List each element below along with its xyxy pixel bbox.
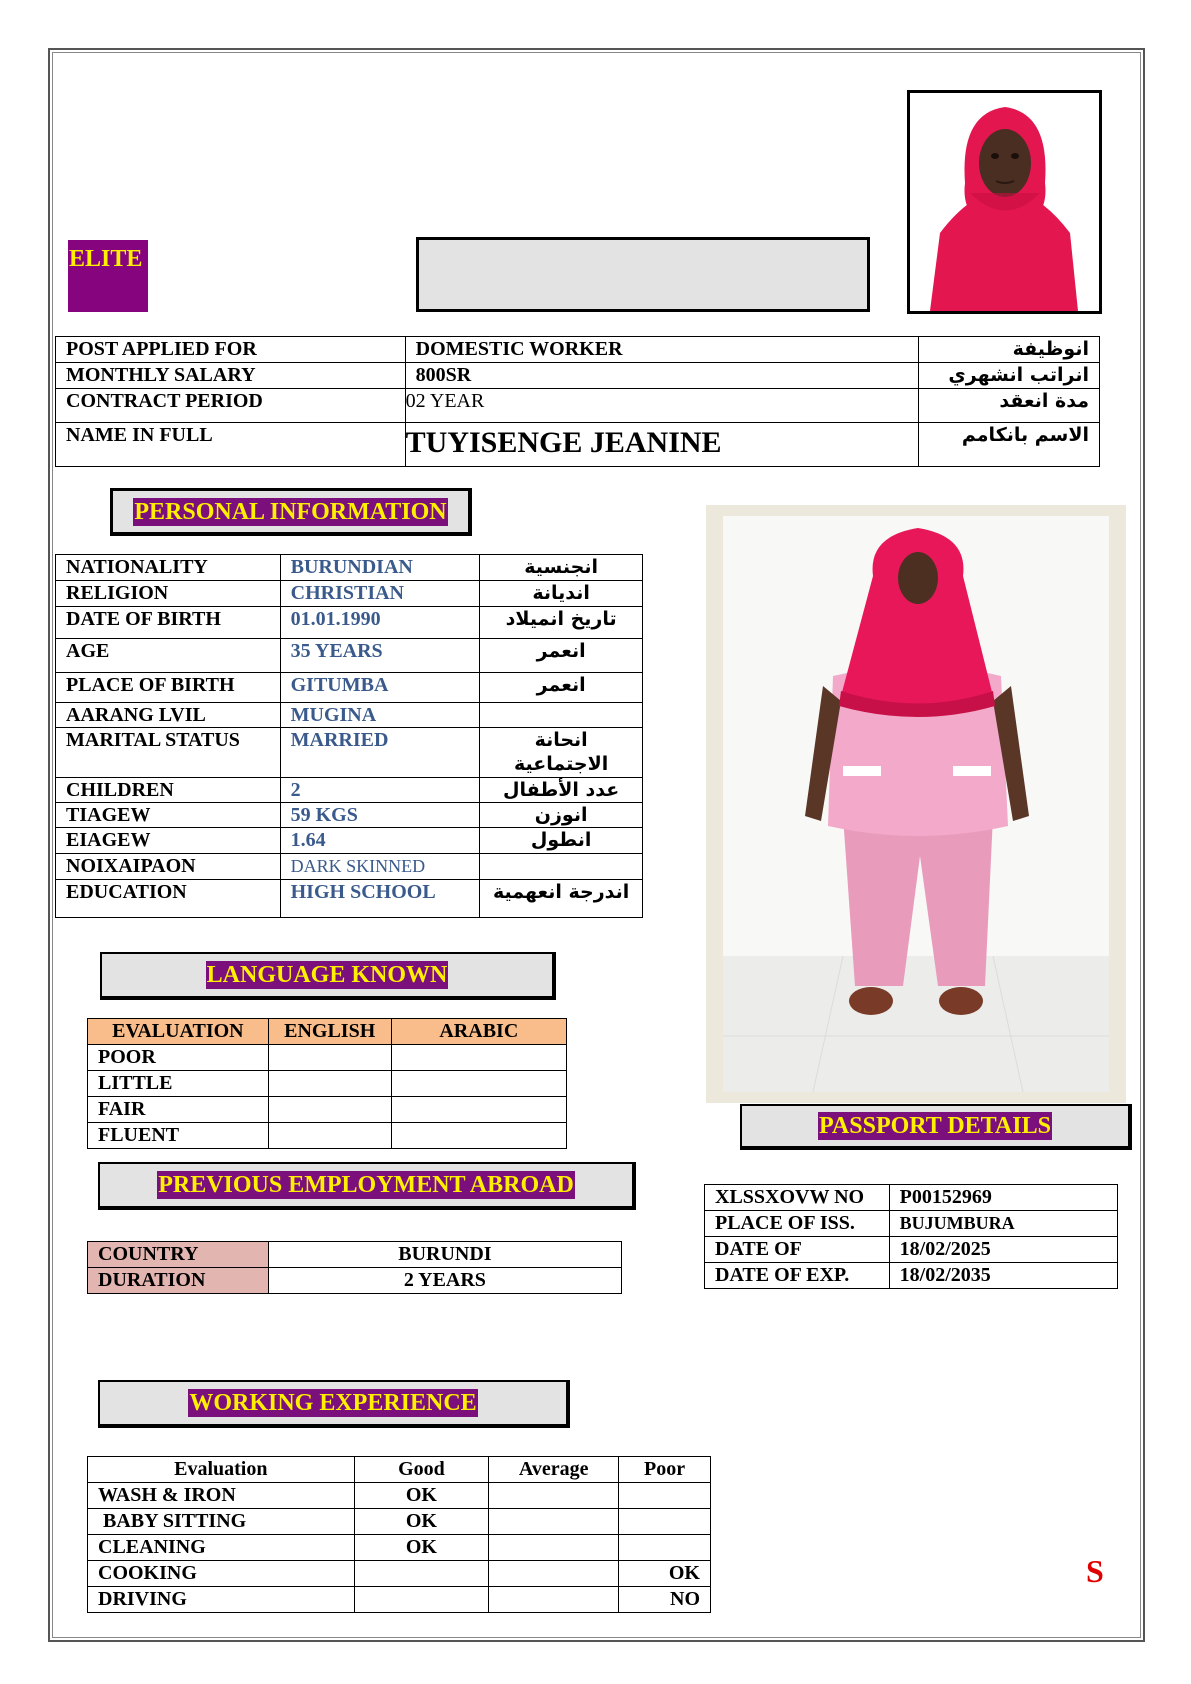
- personal-arabic: عدد الأطفال: [480, 778, 643, 803]
- personal-value: 1.64: [280, 828, 480, 854]
- name-label: NAME IN FULL: [56, 423, 406, 467]
- personal-arabic: انعمر: [480, 639, 643, 673]
- working-skill: BABY SITTING: [88, 1509, 355, 1535]
- working-average: [489, 1483, 619, 1509]
- personal-value: MARRIED: [280, 728, 480, 778]
- table-row: [88, 1123, 567, 1149]
- table-row: [88, 1535, 711, 1561]
- working-skill: COOKING: [88, 1561, 355, 1587]
- personal-label: NOIXAIPAON: [56, 854, 281, 880]
- post-label: POST APPLIED FOR: [56, 337, 406, 363]
- working-average: [489, 1561, 619, 1587]
- passport-table: [704, 1184, 1118, 1289]
- personal-value: DARK SKINNED: [280, 854, 480, 880]
- table-row: [88, 1483, 711, 1509]
- table-row: [56, 639, 643, 673]
- date-of-issue-label: DATE OF: [705, 1237, 890, 1263]
- country-value: BURUNDI: [268, 1242, 621, 1268]
- personal-label: MARITAL STATUS: [56, 728, 281, 778]
- personal-label: NATIONALITY: [56, 555, 281, 581]
- personal-arabic: انجنسية: [480, 555, 643, 581]
- personal-value: BURUNDIAN: [280, 555, 480, 581]
- working-experience-heading-box: [98, 1380, 570, 1428]
- working-poor: [619, 1483, 711, 1509]
- working-good: [354, 1587, 489, 1613]
- language-row-label: FLUENT: [88, 1123, 269, 1149]
- working-average: [489, 1509, 619, 1535]
- personal-info-heading: PERSONAL INFORMATION: [134, 498, 447, 525]
- name-arabic: الاسم بانكامم: [919, 423, 1100, 467]
- previous-employment-heading-box: [98, 1162, 636, 1210]
- previous-employment-heading: PREVIOUS EMPLOYMENT ABROAD: [158, 1172, 574, 1198]
- brand-label: ELITE: [69, 246, 143, 272]
- table-row: [88, 1561, 711, 1587]
- working-experience-table: [87, 1456, 711, 1613]
- personal-value: 35 YEARS: [280, 639, 480, 673]
- personal-value: CHRISTIAN: [280, 581, 480, 607]
- place-of-issue-value: BUJUMBURA: [889, 1211, 1117, 1237]
- country-label: COUNTRY: [88, 1242, 269, 1268]
- personal-value: 01.01.1990: [280, 607, 480, 639]
- portrait-photo: [907, 90, 1102, 314]
- previous-employment-table: [87, 1241, 622, 1294]
- working-poor: OK: [619, 1561, 711, 1587]
- table-row: [705, 1185, 1118, 1211]
- personal-value: HIGH SCHOOL: [280, 880, 480, 918]
- personal-value: MUGINA: [280, 703, 480, 728]
- working-experience-heading: WORKING EXPERIENCE: [189, 1390, 477, 1416]
- full-name-value: TUYISENGE JEANINE: [405, 423, 918, 467]
- personal-arabic: انوزن: [480, 803, 643, 828]
- duration-label: DURATION: [88, 1268, 269, 1294]
- personal-arabic: انطول: [480, 828, 643, 854]
- table-row: [705, 1237, 1118, 1263]
- contract-label: CONTRACT PERIOD: [56, 389, 406, 423]
- personal-arabic: انعمر: [480, 673, 643, 703]
- place-of-issue-label: PLACE OF ISS.: [705, 1211, 890, 1237]
- language-table: [87, 1018, 567, 1149]
- language-row-label: LITTLE: [88, 1071, 269, 1097]
- personal-label: EDUCATION: [56, 880, 281, 918]
- table-row: [56, 728, 643, 778]
- salary-label: MONTHLY SALARY: [56, 363, 406, 389]
- personal-label: AARANG LVIL: [56, 703, 281, 728]
- personal-label: DATE OF BIRTH: [56, 607, 281, 639]
- table-row: [88, 1242, 622, 1268]
- personal-label: AGE: [56, 639, 281, 673]
- table-row: [705, 1211, 1118, 1237]
- personal-label: PLACE OF BIRTH: [56, 673, 281, 703]
- contract-value: 02 YEAR: [405, 389, 918, 423]
- working-poor: [619, 1509, 711, 1535]
- personal-value: 2: [280, 778, 480, 803]
- post-arabic: انوظيفة: [919, 337, 1100, 363]
- working-skill: DRIVING: [88, 1587, 355, 1613]
- table-row: [56, 880, 643, 918]
- personal-arabic: اندرجة انعهمية: [480, 880, 643, 918]
- personal-arabic: انحانة الاجتماعية: [480, 728, 643, 778]
- personal-label: CHILDREN: [56, 778, 281, 803]
- table-row: [88, 1071, 567, 1097]
- full-body-photo-inner: [723, 516, 1109, 1092]
- personal-arabic: [480, 703, 643, 728]
- passport-no-label: XLSSXOVW NO: [705, 1185, 890, 1211]
- working-good: OK: [354, 1509, 489, 1535]
- table-row: [88, 1587, 711, 1613]
- table-header-row: [88, 1457, 711, 1483]
- working-average: [489, 1535, 619, 1561]
- personal-value: 59 KGS: [280, 803, 480, 828]
- table-row: [56, 828, 643, 854]
- table-row: [88, 1097, 567, 1123]
- date-of-expiry-label: DATE OF EXP.: [705, 1263, 890, 1289]
- working-col-good: Good: [354, 1457, 489, 1483]
- table-row: [88, 1509, 711, 1535]
- table-row: [56, 389, 1100, 423]
- language-col-arabic: ARABIC: [391, 1019, 566, 1045]
- working-good: OK: [354, 1535, 489, 1561]
- table-row: [88, 1268, 622, 1294]
- language-col-evaluation: EVALUATION: [88, 1019, 269, 1045]
- corner-mark: S: [1086, 1553, 1104, 1589]
- working-average: [489, 1587, 619, 1613]
- working-skill: WASH & IRON: [88, 1483, 355, 1509]
- table-row: [56, 703, 643, 728]
- portrait-image: [910, 93, 1099, 311]
- table-row: [56, 778, 643, 803]
- working-poor: [619, 1535, 711, 1561]
- date-of-expiry-value: 18/02/2035: [889, 1263, 1117, 1289]
- working-col-evaluation: Evaluation: [88, 1457, 355, 1483]
- language-heading-box: [100, 952, 556, 1000]
- table-row: [56, 673, 643, 703]
- personal-arabic: انديانة: [480, 581, 643, 607]
- duration-value: 2 YEARS: [268, 1268, 621, 1294]
- passport-heading: PASSPORT DETAILS: [819, 1113, 1051, 1139]
- salary-value: 800SR: [405, 363, 918, 389]
- brand-box: [68, 240, 148, 312]
- personal-label: RELIGION: [56, 581, 281, 607]
- personal-value: GITUMBA: [280, 673, 480, 703]
- language-row-label: FAIR: [88, 1097, 269, 1123]
- blank-banner-box: [416, 237, 870, 312]
- personal-info-heading-box: [110, 488, 472, 536]
- personal-info-table: [55, 554, 643, 918]
- post-details-table: [55, 336, 1100, 467]
- table-row: [88, 1045, 567, 1071]
- working-good: [354, 1561, 489, 1587]
- passport-heading-box: [740, 1104, 1132, 1150]
- table-row: [705, 1263, 1118, 1289]
- working-skill: CLEANING: [88, 1535, 355, 1561]
- working-poor: NO: [619, 1587, 711, 1613]
- table-row: [56, 423, 1100, 467]
- language-row-label: POOR: [88, 1045, 269, 1071]
- table-row: [56, 607, 643, 639]
- contract-arabic: مدة انعقد: [919, 389, 1100, 423]
- personal-arabic: [480, 854, 643, 880]
- working-col-average: Average: [489, 1457, 619, 1483]
- table-row: [56, 337, 1100, 363]
- full-body-photo: [706, 505, 1126, 1103]
- working-col-poor: Poor: [619, 1457, 711, 1483]
- full-body-image: [723, 516, 1109, 1092]
- table-row: [56, 854, 643, 880]
- table-row: [56, 803, 643, 828]
- personal-label: TIAGEW: [56, 803, 281, 828]
- working-good: OK: [354, 1483, 489, 1509]
- table-row: [56, 363, 1100, 389]
- personal-arabic: تاريخ انميلاد: [480, 607, 643, 639]
- table-header-row: [88, 1019, 567, 1045]
- passport-no-value: P00152969: [889, 1185, 1117, 1211]
- table-row: [56, 555, 643, 581]
- salary-arabic: انراتب انشهري: [919, 363, 1100, 389]
- personal-label: EIAGEW: [56, 828, 281, 854]
- language-heading: LANGUAGE KNOWN: [206, 962, 448, 988]
- post-value: DOMESTIC WORKER: [405, 337, 918, 363]
- language-col-english: ENGLISH: [268, 1019, 391, 1045]
- date-of-issue-value: 18/02/2025: [889, 1237, 1117, 1263]
- table-row: [56, 581, 643, 607]
